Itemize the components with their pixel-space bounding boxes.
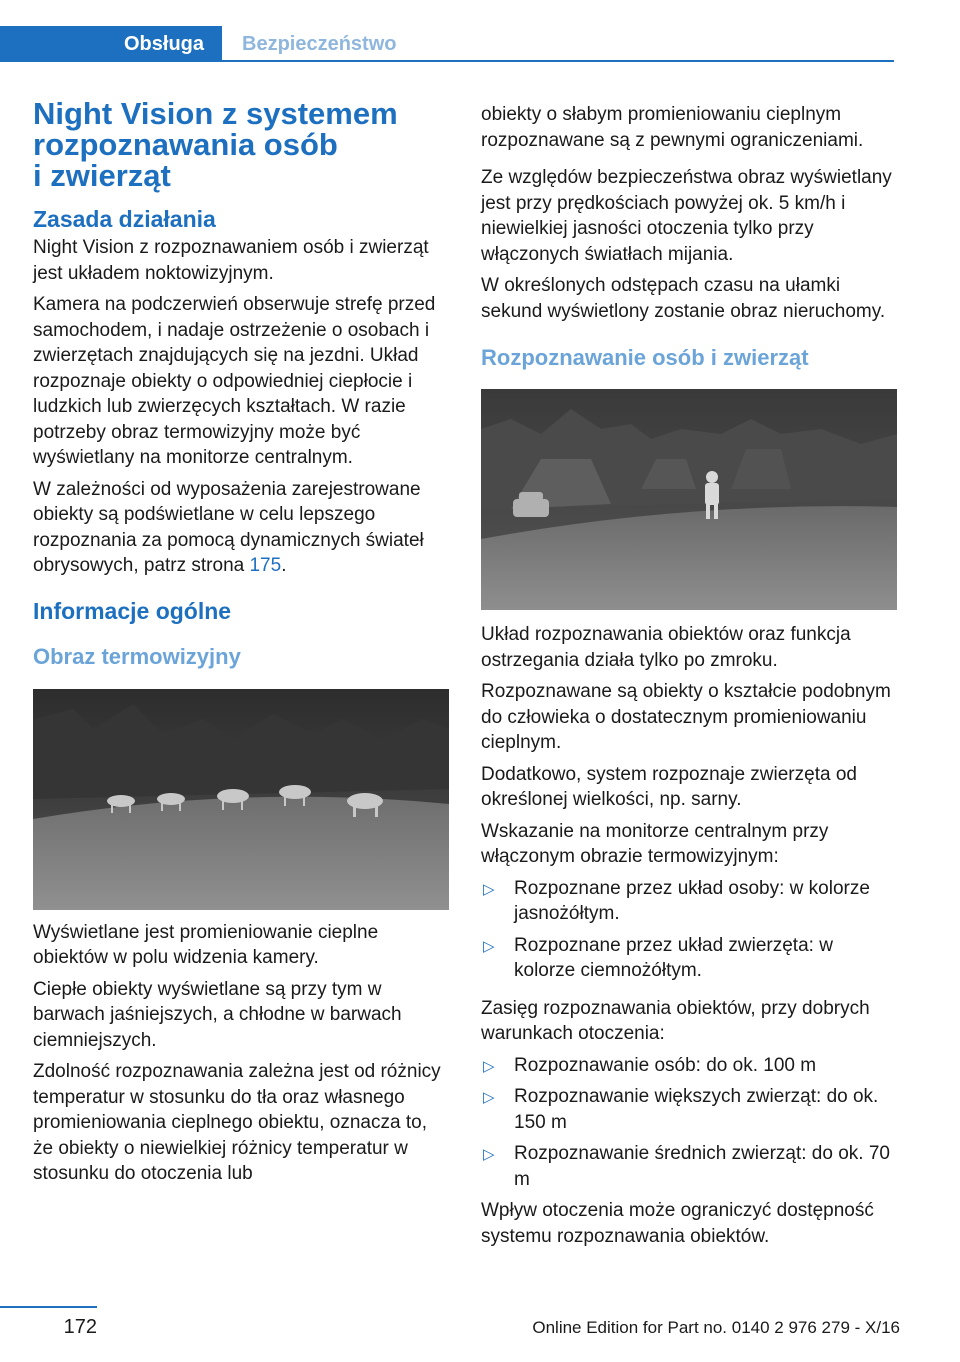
triangle-bullet-icon: ▷ (483, 937, 495, 955)
page-title-line-2: rozpoznawania osób (33, 127, 338, 162)
paragraph: W określonych odstępach czasu na ułamki sekund wyświetlony zostanie obraz nieruchomy. (481, 275, 886, 322)
thermal-image-pedestrian (481, 389, 897, 610)
paragraph: Ze względów bezpieczeństwa obraz wyświetlany jest przy prędkościach powyżej ok. 5 km/h i niewielkiej jasności otoczenia tylko przy włączonych światłach mijania. (481, 167, 892, 265)
triangle-bullet-icon: ▷ (483, 1057, 495, 1075)
tab-underline (222, 60, 894, 62)
list-item-text: Rozpoznane przez układ osoby: w kolorze jasnożółtym. (514, 877, 870, 924)
list-item-text: Rozpoznane przez układ zwierzęta: w kolorze ciemnożółtym. (514, 934, 833, 981)
list-item (481, 1084, 897, 1135)
tab-bezpieczenstwo[interactable] (222, 26, 396, 62)
left-column (33, 98, 449, 1187)
heading-obraz-termowizyjny: Obraz termowizyjny (33, 643, 241, 669)
paragraph: Układ rozpoznawania obiektów oraz funkcja ostrzegania działa tylko po zmroku. (481, 624, 851, 671)
range-list (481, 1053, 897, 1193)
thermal-image-animals (33, 689, 449, 910)
paragraph: Ciepłe obiekty wyświetlane są przy tym w barwach jaśniejszych, a chłodne w barwach ciemniejszych. (33, 978, 402, 1051)
triangle-bullet-icon: ▷ (483, 1146, 495, 1163)
paragraph: Kamera na podczerwień obserwuje strefę przed samochodem, i nadaje ostrzeżenie o osobach i zwierzętach znajdujących się na jezdni. Układ rozpoznaje obiekty o odpowiedniej ciepłocie i ludzkich lub zwierzęcych kształtach. W razie potrzeby obraz termowizyjny może być wyświetlany na monitorze centralnym. (33, 294, 436, 468)
heading-informacje-ogolne: Informacje ogólne (33, 597, 232, 624)
paragraph-end: . (281, 555, 287, 576)
paragraph: Wyświetlane jest promieniowanie cieplne obiektów w polu widzenia kamery. (33, 921, 379, 968)
page-number-rule (0, 1306, 97, 1308)
indicator-list (481, 876, 897, 984)
heading-rozpoznawanie: Rozpoznawanie osób i zwierząt (481, 345, 809, 370)
paragraph: Wpływ otoczenia może ograniczyć dostępność systemu rozpoznawania obiektów. (481, 1200, 874, 1247)
paragraph-with-link (33, 477, 449, 579)
list-item (481, 1053, 897, 1079)
page-title (33, 98, 449, 191)
paragraph: Wskazanie na monitorze centralnym przy włączonym obrazie termowizyjnym: (481, 820, 829, 867)
list-item-text: Rozpoznawanie osób: do ok. 100 m (514, 1054, 817, 1076)
list-item-text: Rozpoznawanie średnich zwierząt: do ok. 70 m (514, 1143, 890, 1190)
heading-zasada-dzialania: Zasada działania (33, 206, 216, 232)
paragraph: Zdolność rozpoznawania zależna jest od różnicy temperatur w stosunku do tła oraz własnego promieniowania cieplnego obiektu, oznacza to, że obiekty o niewielkiej różnicy temperatur w stosunku do otoczenia lub (33, 1061, 441, 1184)
triangle-bullet-icon: ▷ (483, 1089, 495, 1106)
list-item (481, 1141, 897, 1192)
list-item (481, 933, 897, 984)
page-title-line-1: Night Vision z systemem (33, 96, 398, 131)
paragraph: Zasięg rozpoznawania obiektów, przy dobrych warunkach otoczenia: (481, 997, 870, 1044)
paragraph: obiekty o słabym promieniowaniu cieplnym rozpoznawane są z pewnymi ograniczeniami. (481, 104, 864, 151)
chapter-tabs (0, 26, 894, 62)
list-item-text: Rozpoznawanie większych zwierząt: do ok. 150 m (514, 1086, 879, 1133)
tab-obsluga[interactable] (0, 26, 222, 62)
page-number: 172 (63, 1316, 97, 1338)
paragraph: Dodatkowo, system rozpoznaje zwierzęta od określonej wielkości, np. sarny. (481, 763, 857, 810)
triangle-bullet-icon: ▷ (483, 880, 495, 898)
paragraph: Night Vision z rozpoznawaniem osób i zwierząt jest układem noktowizyjnym. (33, 237, 429, 284)
edition-footer: Online Edition for Part no. 0140 2 976 279 - X/16 (532, 1318, 900, 1337)
page-link[interactable]: 175 (249, 555, 282, 576)
page-title-line-3: i zwierząt (33, 158, 171, 193)
tab-bezpieczenstwo-label: Bezpieczeństwo (242, 32, 397, 55)
paragraph: Rozpoznawane są obiekty o kształcie podobnym do człowieka o dostatecznym promieniowaniu cieplnym. (481, 681, 891, 753)
paragraph-text: W zależności od wyposażenia zarejestrowane obiekty są podświetlane w celu lepszego rozpoznania za pomocą dynamicznych świateł obrysowych, patrz strona (33, 478, 424, 576)
list-item (481, 876, 897, 927)
tab-obsluga-label: Obsługa (123, 32, 204, 55)
right-column (481, 102, 897, 1249)
